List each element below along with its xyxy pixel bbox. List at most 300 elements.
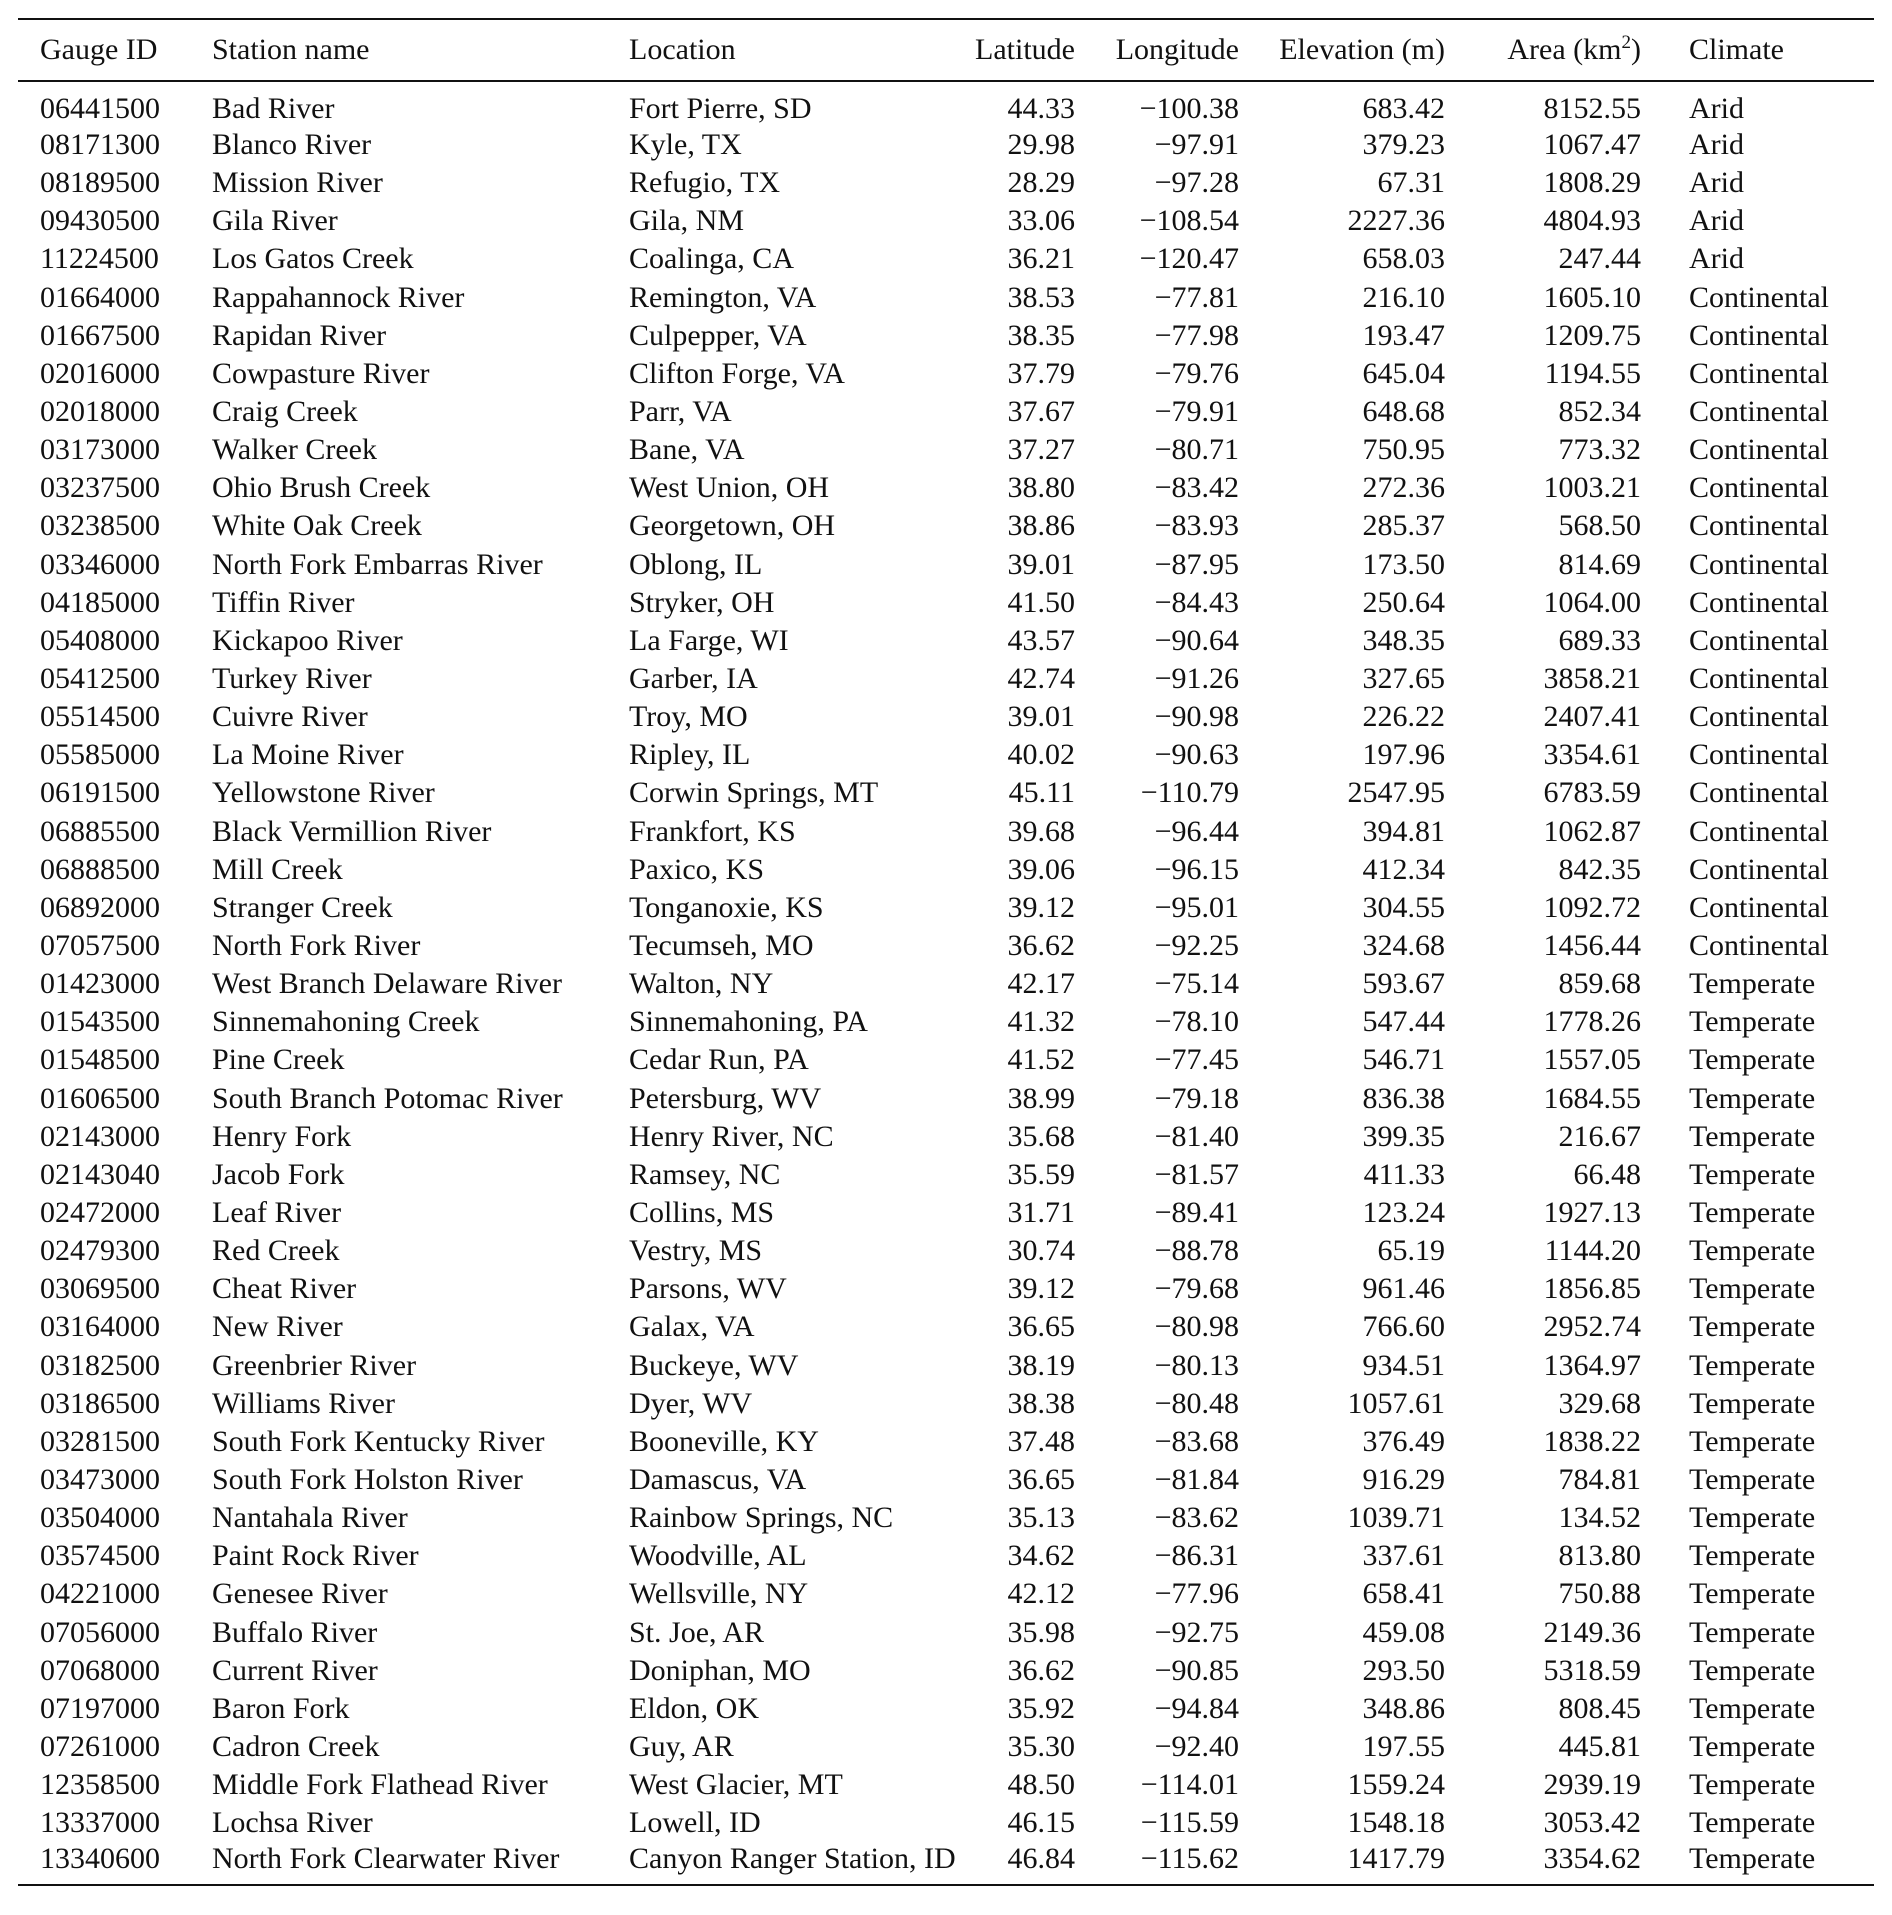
table-row [18,126,1874,164]
header-area-close: ) [1631,33,1641,66]
gauge-id-cell: 13337000 [40,1806,160,1840]
gauge-id-cell: 03164000 [40,1310,160,1344]
gauge-id-cell: 06191500 [40,776,160,810]
table-header [18,19,1874,81]
gauge-id-cell: 02479300 [40,1234,160,1268]
area-cell: 1064.00 [1543,585,1641,619]
climate-cell: Temperate [1689,1272,1816,1306]
elevation-cell: 327.65 [1362,662,1445,696]
climate-cell: Temperate [1689,1196,1816,1229]
gauge-id-cell: 03069500 [40,1272,160,1306]
gauge-id-cell: 05412500 [40,662,160,696]
latitude-cell: 31.71 [1007,1196,1075,1229]
table-row [18,1728,1874,1766]
climate-cell: Temperate [1689,1806,1816,1840]
table-row [18,851,1874,889]
longitude-cell: −94.84 [1154,1691,1239,1725]
longitude-cell: −114.01 [1140,1768,1239,1802]
climate-cell: Continental [1689,318,1829,352]
station-name-cell: Genesee River [212,1577,388,1611]
elevation-cell: 934.51 [1362,1348,1445,1382]
gauge-id-cell: 02143040 [40,1157,160,1191]
latitude-cell: 35.59 [1007,1157,1075,1191]
location-cell: Rainbow Springs, NC [629,1501,894,1535]
location-cell: Oblong, IL [629,547,763,581]
latitude-cell: 39.12 [1007,1272,1075,1306]
latitude-cell: 35.13 [1007,1501,1075,1535]
station-name-cell: White Oak Creek [212,509,422,543]
location-cell: Damascus, VA [629,1462,807,1496]
location-cell: Parsons, WV [629,1272,787,1306]
longitude-cell: −90.64 [1154,623,1239,657]
location-cell: Frankfort, KS [629,814,796,848]
area-cell: 5318.59 [1543,1653,1641,1687]
header-station-name: Station name [212,33,370,66]
latitude-cell: 36.65 [1007,1462,1075,1496]
station-name-cell: Bad River [212,92,335,125]
station-name-cell: Jacob Fork [212,1157,345,1191]
location-cell: Lowell, ID [629,1806,761,1840]
area-cell: 216.67 [1558,1119,1641,1153]
station-name-cell: North Fork River [212,929,421,963]
climate-cell: Temperate [1689,1043,1816,1077]
latitude-cell: 37.67 [1007,395,1075,429]
latitude-cell: 42.12 [1007,1577,1075,1611]
longitude-cell: −79.68 [1154,1272,1239,1306]
location-cell: Petersburg, WV [629,1081,822,1115]
table-row [18,1270,1874,1308]
header-elevation: Elevation (m) [1279,33,1445,66]
station-name-cell: Blanco River [212,128,372,162]
gauge-id-cell: 01543500 [40,1005,160,1039]
elevation-cell: 285.37 [1362,509,1445,543]
climate-cell: Continental [1689,280,1829,314]
climate-cell: Arid [1689,166,1744,200]
station-name-cell: North Fork Embarras River [212,547,543,581]
table-row [18,1804,1874,1842]
header-latitude: Latitude [975,33,1075,66]
latitude-cell: 39.06 [1007,852,1075,886]
latitude-cell: 43.57 [1007,623,1075,657]
location-cell: Doniphan, MO [629,1653,811,1687]
gauge-station-table [18,18,1874,1886]
latitude-cell: 39.01 [1007,700,1075,734]
location-cell: Culpepper, VA [629,318,807,352]
longitude-cell: −79.76 [1154,356,1239,390]
elevation-cell: 658.03 [1362,242,1445,276]
station-name-cell: Paint Rock River [212,1539,419,1573]
climate-cell: Temperate [1689,1348,1816,1382]
latitude-cell: 39.68 [1007,814,1075,848]
climate-cell: Temperate [1689,1653,1816,1687]
area-cell: 1062.87 [1543,814,1641,848]
station-name-cell: Cadron Creek [212,1729,380,1763]
gauge-id-cell: 08189500 [40,166,160,200]
table-row [18,1080,1874,1118]
latitude-cell: 38.86 [1007,509,1075,543]
location-cell: St. Joe, AR [629,1615,765,1649]
table-row [18,355,1874,393]
area-cell: 1557.05 [1543,1043,1641,1077]
gauge-id-cell: 03238500 [40,509,160,543]
area-cell: 1838.22 [1543,1424,1641,1458]
gauge-id-cell: 06441500 [40,92,160,125]
header-gauge-id: Gauge ID [40,33,158,66]
gauge-id-cell: 06888500 [40,852,160,886]
table-row [18,81,1874,126]
latitude-cell: 48.50 [1007,1768,1075,1802]
longitude-cell: −80.98 [1154,1310,1239,1344]
area-cell: 1927.13 [1543,1196,1641,1229]
longitude-cell: −84.43 [1154,585,1239,619]
area-cell: 247.44 [1558,242,1641,276]
gauge-id-cell: 07261000 [40,1729,160,1763]
table-row [18,698,1874,736]
location-cell: Paxico, KS [629,852,764,886]
header-area-exponent: 2 [1621,32,1631,53]
longitude-cell: −92.40 [1154,1729,1239,1763]
station-name-cell: Walker Creek [212,433,377,467]
latitude-cell: 38.38 [1007,1386,1075,1420]
elevation-cell: 1417.79 [1347,1842,1445,1876]
elevation-cell: 2547.95 [1347,776,1445,810]
area-cell: 784.81 [1558,1462,1641,1496]
location-cell: Clifton Forge, VA [629,356,845,390]
table-row [18,1308,1874,1346]
elevation-cell: 324.68 [1362,929,1445,963]
climate-cell: Temperate [1689,1462,1816,1496]
gauge-id-cell: 01423000 [40,967,160,1001]
gauge-id-cell: 03281500 [40,1424,160,1458]
header-row [18,19,1874,81]
table-row [18,1118,1874,1156]
longitude-cell: −92.75 [1154,1615,1239,1649]
table-row [18,1537,1874,1575]
climate-cell: Temperate [1689,1386,1816,1420]
area-cell: 1067.47 [1543,128,1641,162]
climate-cell: Continental [1689,395,1829,429]
climate-cell: Continental [1689,547,1829,581]
area-cell: 1194.55 [1544,356,1641,390]
location-cell: Kyle, TX [629,128,742,162]
gauge-id-cell: 03504000 [40,1501,160,1535]
latitude-cell: 36.65 [1007,1310,1075,1344]
station-name-cell: West Branch Delaware River [212,967,562,1001]
climate-cell: Continental [1689,433,1829,467]
table-row [18,317,1874,355]
longitude-cell: −83.68 [1154,1424,1239,1458]
latitude-cell: 34.62 [1007,1539,1075,1573]
climate-cell: Temperate [1689,1005,1816,1039]
latitude-cell: 37.79 [1007,356,1075,390]
table-row [18,240,1874,278]
gauge-id-cell: 02472000 [40,1196,160,1229]
location-cell: Stryker, OH [629,585,775,619]
longitude-cell: −81.57 [1154,1157,1239,1191]
longitude-cell: −92.25 [1154,929,1239,963]
latitude-cell: 36.62 [1007,929,1075,963]
gauge-id-cell: 02018000 [40,395,160,429]
longitude-cell: −115.59 [1140,1806,1239,1840]
table-row [18,469,1874,507]
table-row [18,927,1874,965]
longitude-cell: −79.18 [1154,1081,1239,1115]
gauge-id-cell: 06885500 [40,814,160,848]
elevation-cell: 593.67 [1362,967,1445,1001]
location-cell: Remington, VA [629,280,817,314]
climate-cell: Continental [1689,356,1829,390]
station-name-cell: South Branch Potomac River [212,1081,563,1115]
station-name-cell: Craig Creek [212,395,358,429]
station-name-cell: Middle Fork Flathead River [212,1768,548,1802]
gauge-id-cell: 03182500 [40,1348,160,1382]
station-name-cell: South Fork Kentucky River [212,1424,545,1458]
area-cell: 1605.10 [1543,280,1641,314]
gauge-id-cell: 13340600 [40,1842,160,1876]
elevation-cell: 1057.61 [1347,1386,1445,1420]
station-name-cell: North Fork Clearwater River [212,1842,560,1876]
latitude-cell: 36.62 [1007,1653,1075,1687]
latitude-cell: 46.15 [1007,1806,1075,1840]
table-row [18,774,1874,812]
elevation-cell: 193.47 [1362,318,1445,352]
table-row [18,1652,1874,1690]
latitude-cell: 39.12 [1007,890,1075,924]
area-cell: 1456.44 [1543,929,1641,963]
area-cell: 842.35 [1558,852,1641,886]
elevation-cell: 304.55 [1362,890,1445,924]
gauge-id-cell: 03237500 [40,471,160,505]
longitude-cell: −79.91 [1154,395,1239,429]
table-row [18,1041,1874,1079]
elevation-cell: 379.23 [1362,128,1445,162]
gauge-id-cell: 01548500 [40,1043,160,1077]
table-row [18,1156,1874,1194]
location-cell: Walton, NY [629,967,774,1001]
area-cell: 852.34 [1558,395,1641,429]
table-row [18,1842,1874,1885]
elevation-cell: 766.60 [1362,1310,1445,1344]
area-cell: 329.68 [1558,1386,1641,1420]
longitude-cell: −77.81 [1154,280,1239,314]
longitude-cell: −97.91 [1154,128,1239,162]
elevation-cell: 658.41 [1362,1577,1445,1611]
area-cell: 2149.36 [1543,1615,1641,1649]
header-climate: Climate [1689,33,1784,66]
climate-cell: Temperate [1689,1615,1816,1649]
latitude-cell: 38.80 [1007,471,1075,505]
area-cell: 1092.72 [1543,890,1641,924]
elevation-cell: 394.81 [1362,814,1445,848]
area-cell: 1364.97 [1543,1348,1641,1382]
latitude-cell: 45.11 [1008,776,1075,810]
climate-cell: Continental [1689,700,1829,734]
latitude-cell: 37.27 [1007,433,1075,467]
header-longitude: Longitude [1115,33,1239,66]
area-cell: 6783.59 [1543,776,1641,810]
station-name-cell: Mission River [212,166,383,200]
gauge-id-cell: 01667500 [40,318,160,352]
longitude-cell: −96.44 [1154,814,1239,848]
longitude-cell: −86.31 [1154,1539,1239,1573]
climate-cell: Temperate [1689,1234,1816,1268]
station-name-cell: Baron Fork [212,1691,350,1725]
area-cell: 134.52 [1558,1501,1641,1535]
location-cell: Bane, VA [629,433,745,467]
climate-cell: Arid [1689,204,1744,238]
climate-cell: Temperate [1689,1119,1816,1153]
station-name-cell: Kickapoo River [212,623,403,657]
elevation-cell: 916.29 [1362,1462,1445,1496]
location-cell: Wellsville, NY [629,1577,809,1611]
location-cell: Fort Pierre, SD [629,92,812,125]
table-row [18,622,1874,660]
elevation-cell: 1039.71 [1347,1501,1445,1535]
climate-cell: Continental [1689,662,1829,696]
elevation-cell: 173.50 [1362,547,1445,581]
table-row [18,1003,1874,1041]
gauge-id-cell: 01664000 [40,280,160,314]
gauge-id-cell: 03574500 [40,1539,160,1573]
latitude-cell: 46.84 [1007,1842,1075,1876]
climate-cell: Continental [1689,585,1829,619]
climate-cell: Continental [1689,623,1829,657]
station-name-cell: Williams River [212,1386,395,1420]
climate-cell: Temperate [1689,1729,1816,1763]
location-cell: Booneville, KY [629,1424,819,1458]
area-cell: 3053.42 [1543,1806,1641,1840]
longitude-cell: −88.78 [1154,1234,1239,1268]
elevation-cell: 961.46 [1362,1272,1445,1306]
area-cell: 859.68 [1558,967,1641,1001]
longitude-cell: −81.84 [1154,1462,1239,1496]
location-cell: Tecumseh, MO [629,929,814,963]
location-cell: La Farge, WI [629,623,789,657]
station-name-cell: Cuivre River [212,700,368,734]
elevation-cell: 337.61 [1362,1539,1445,1573]
longitude-cell: −120.47 [1139,242,1239,276]
longitude-cell: −110.79 [1140,776,1239,810]
table-row [18,889,1874,927]
area-cell: 1003.21 [1543,471,1641,505]
longitude-cell: −90.63 [1154,738,1239,772]
elevation-cell: 411.33 [1363,1157,1445,1191]
longitude-cell: −83.62 [1154,1501,1239,1535]
climate-cell: Continental [1689,471,1829,505]
station-name-cell: Buffalo River [212,1615,378,1649]
elevation-cell: 645.04 [1362,356,1445,390]
gauge-id-cell: 03186500 [40,1386,160,1420]
latitude-cell: 38.99 [1007,1081,1075,1115]
elevation-cell: 67.31 [1377,166,1445,200]
latitude-cell: 35.68 [1007,1119,1075,1153]
elevation-cell: 216.10 [1362,280,1445,314]
gauge-id-cell: 01606500 [40,1081,160,1115]
location-cell: Tonganoxie, KS [629,890,824,924]
station-name-cell: Stranger Creek [212,890,393,924]
elevation-cell: 547.44 [1362,1005,1445,1039]
gauge-id-cell: 05514500 [40,700,160,734]
latitude-cell: 40.02 [1007,738,1075,772]
gauge-id-cell: 07197000 [40,1691,160,1725]
location-cell: Ripley, IL [629,738,751,772]
station-name-cell: Mill Creek [212,852,343,886]
gauge-id-cell: 08171300 [40,128,160,162]
table-row [18,546,1874,584]
area-cell: 568.50 [1558,509,1641,543]
area-cell: 2407.41 [1543,700,1641,734]
gauge-id-cell: 05585000 [40,738,160,772]
climate-cell: Temperate [1689,967,1816,1001]
area-cell: 1684.55 [1543,1081,1641,1115]
table-row [18,584,1874,622]
latitude-cell: 37.48 [1007,1424,1075,1458]
elevation-cell: 376.49 [1362,1424,1445,1458]
station-name-cell: Henry Fork [212,1119,352,1153]
elevation-cell: 272.36 [1362,471,1445,505]
area-cell: 689.33 [1558,623,1641,657]
elevation-cell: 348.86 [1362,1691,1445,1725]
climate-cell: Temperate [1689,1691,1816,1725]
elevation-cell: 750.95 [1362,433,1445,467]
climate-cell: Continental [1689,890,1829,924]
climate-cell: Continental [1689,852,1829,886]
area-cell: 1856.85 [1543,1272,1641,1306]
latitude-cell: 28.29 [1007,166,1075,200]
table-row [18,1423,1874,1461]
area-cell: 1144.20 [1544,1234,1641,1268]
gauge-id-cell: 06892000 [40,890,160,924]
elevation-cell: 1548.18 [1347,1806,1445,1840]
location-cell: Dyer, WV [629,1386,753,1420]
location-cell: Henry River, NC [629,1119,834,1153]
gauge-id-cell: 07057500 [40,929,160,963]
climate-cell: Continental [1689,814,1829,848]
area-cell: 1209.75 [1543,318,1641,352]
location-cell: Georgetown, OH [629,509,836,543]
latitude-cell: 38.35 [1007,318,1075,352]
area-cell: 1808.29 [1543,166,1641,200]
area-cell: 813.80 [1558,1539,1641,1573]
area-cell: 3354.61 [1543,738,1641,772]
header-area [1453,19,1649,81]
station-name-cell: Lochsa River [212,1806,373,1840]
climate-cell: Temperate [1689,1539,1816,1573]
latitude-cell: 35.98 [1007,1615,1075,1649]
location-cell: Parr, VA [629,395,732,429]
table-row [18,1461,1874,1499]
location-cell: Garber, IA [629,662,758,696]
climate-cell: Continental [1689,738,1829,772]
location-cell: Sinnemahoning, PA [629,1005,868,1039]
gauge-id-cell: 03346000 [40,547,160,581]
station-name-cell: Greenbrier River [212,1348,417,1382]
area-cell: 773.32 [1558,433,1641,467]
station-name-cell: Yellowstone River [212,776,435,810]
gauge-id-cell: 04185000 [40,585,160,619]
location-cell: Troy, MO [629,700,748,734]
longitude-cell: −77.45 [1154,1043,1239,1077]
longitude-cell: −90.85 [1154,1653,1239,1687]
table-row [18,1766,1874,1804]
latitude-cell: 41.52 [1007,1043,1075,1077]
elevation-cell: 2227.36 [1347,204,1445,238]
table-row [18,164,1874,202]
area-cell: 8152.55 [1543,92,1641,125]
location-cell: Eldon, OK [629,1691,759,1725]
table-row [18,1499,1874,1537]
elevation-cell: 683.42 [1362,92,1445,125]
